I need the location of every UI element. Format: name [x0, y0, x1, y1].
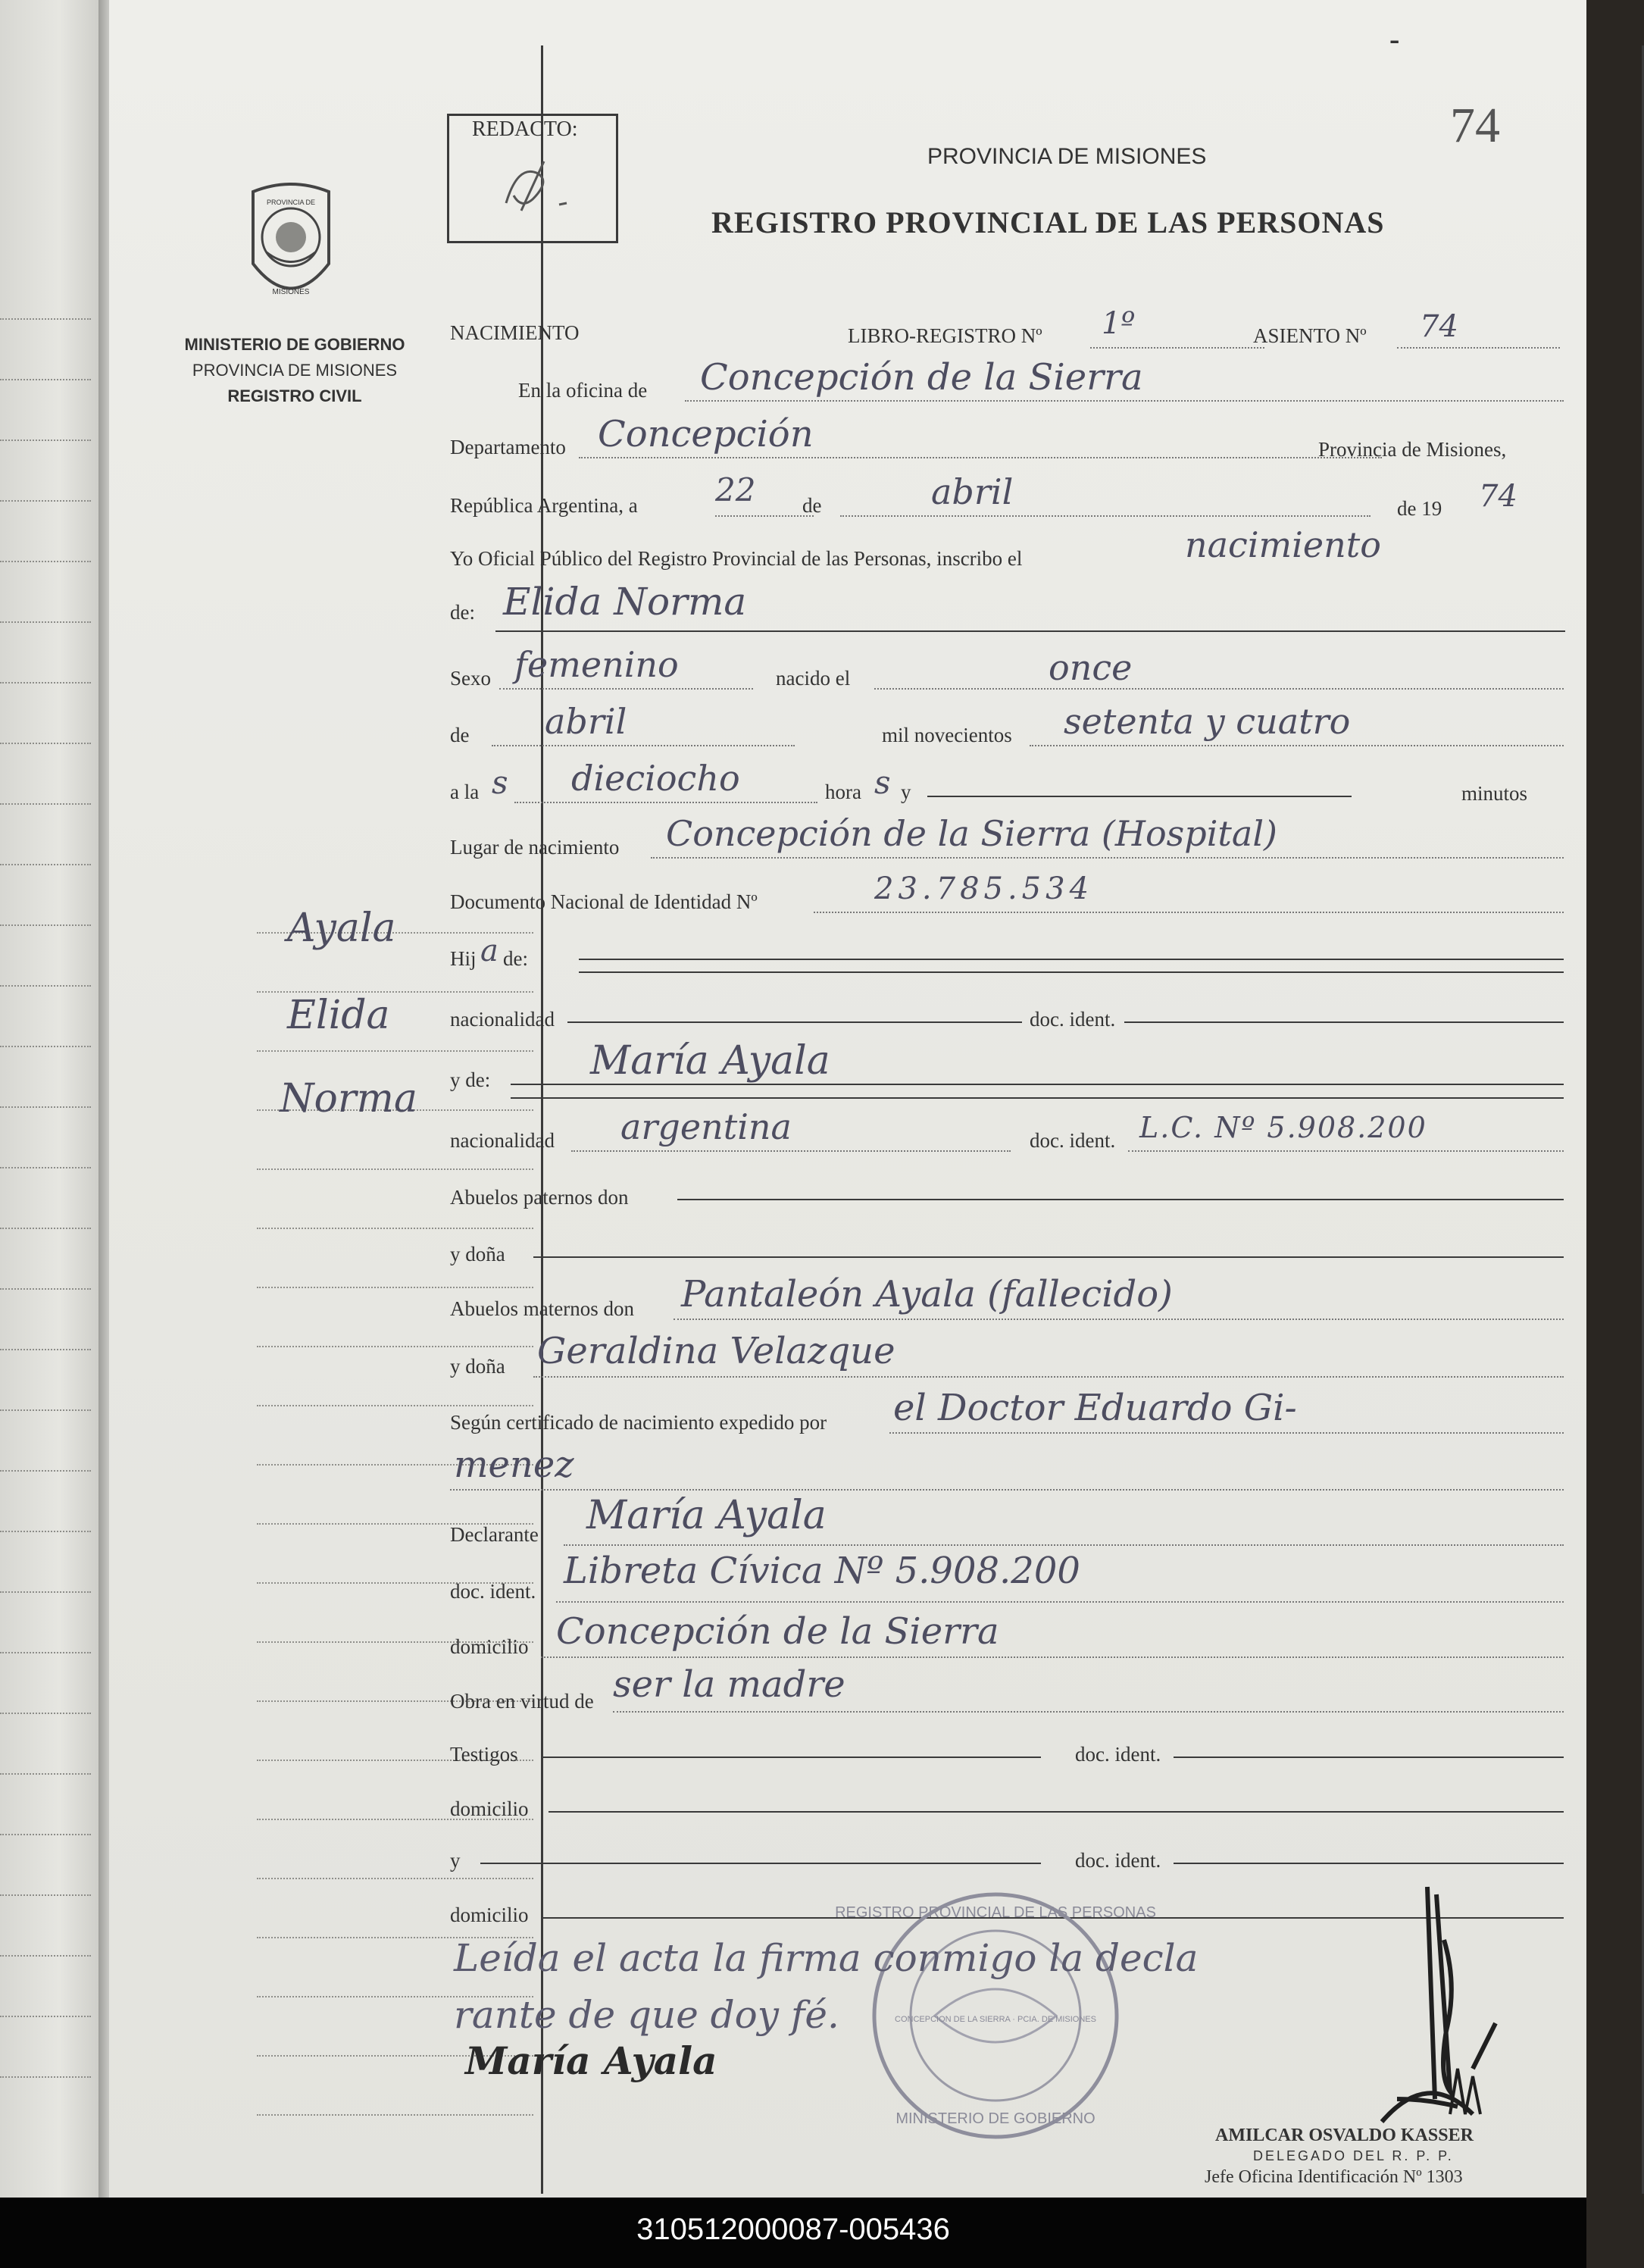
hij-de-label: de:: [503, 947, 528, 970]
ydona1-label: y doña: [450, 1243, 505, 1265]
mil-value: setenta y cuatro: [1064, 701, 1351, 742]
de3-label: de: [450, 724, 470, 746]
ministry-label: MINISTERIO DE GOBIERNO: [184, 335, 405, 354]
obra-label: Obra en virtud de: [450, 1690, 594, 1713]
hora-label: hora: [825, 781, 861, 803]
dni-label: Documento Nacional de Identidad Nº: [450, 890, 758, 913]
hora-suffix: s: [874, 764, 891, 801]
margin-name-2: Elida: [287, 993, 390, 1038]
hij-suffix: a: [480, 934, 499, 968]
official-office: Jefe Oficina Identificación Nº 1303: [1205, 2167, 1463, 2187]
domicilio3-label: domicilio: [450, 1904, 529, 1926]
y2-label: y: [450, 1849, 461, 1872]
oficial-text: Yo Oficial Público del Registro Provincial de las Personas, inscribo el: [450, 547, 1023, 570]
registry-title: REGISTRO PROVINCIAL DE LAS PERSONAS: [711, 205, 1385, 239]
testigos-label: Testigos: [450, 1743, 518, 1766]
hora-value: dieciocho: [571, 758, 740, 799]
ydona2-label: y doña: [450, 1355, 505, 1378]
mother-value: María Ayala: [590, 1038, 830, 1084]
name-value: Elida Norma: [503, 580, 747, 624]
margin-name-1: Ayala: [287, 906, 396, 951]
stamp-inner-text: CONCEPCION DE LA SIERRA · PCIA. DE MISIONES: [895, 2015, 1096, 2024]
registry-stamp: [835, 1887, 1156, 2144]
declarante-label: Declarante: [450, 1523, 539, 1546]
redacto-initial-mark: [491, 150, 582, 218]
official-signature-scribble: [1246, 1872, 1564, 2129]
abuelos-m-label: Abuelos maternos don: [450, 1297, 634, 1320]
segun-value-2: menez: [454, 1444, 574, 1486]
oficina-label: En la oficina de: [518, 379, 648, 402]
official-name: AMILCAR OSVALDO KASSER: [1215, 2126, 1474, 2145]
hij-label: Hij: [450, 947, 477, 970]
register-page: [109, 0, 1586, 2198]
nacido-value: once: [1049, 647, 1133, 688]
yde-label: y de:: [450, 1068, 491, 1091]
lugar-value: Concepción de la Sierra (Hospital): [666, 813, 1277, 854]
domicilio-label: domicilio: [450, 1635, 529, 1658]
docid-value: Libreta Cívica Nº 5.908.200: [564, 1550, 1080, 1592]
dni-value: 23.785.534: [874, 871, 1094, 906]
segun-value: el Doctor Eduardo Gi-: [893, 1387, 1297, 1429]
y-label: y: [901, 781, 911, 803]
ministry-registro-civil: REGISTRO CIVIL: [227, 386, 362, 405]
redacto-label: REDACTO:: [472, 117, 578, 141]
day-value: 22: [715, 471, 756, 508]
oficina-value: Concepción de la Sierra: [700, 356, 1143, 399]
abuelo-m-value: Pantaleón Ayala (fallecido): [681, 1273, 1173, 1315]
year-label: de 19: [1397, 497, 1442, 520]
libro-value: 1º: [1102, 306, 1136, 341]
seal-text-bottom: MISIONES: [272, 288, 310, 296]
mil-label: mil novecientos: [882, 724, 1012, 746]
birth-month: abril: [545, 701, 627, 742]
ala-label: a la: [450, 781, 480, 803]
seal-text-top: PROVINCIA DE: [266, 199, 316, 206]
stamp-bottom-text: MINISTERIO DE GOBIERNO: [895, 2110, 1095, 2127]
doc2-value: L.C. Nº 5.908.200: [1139, 1111, 1427, 1144]
month-value: abril: [931, 471, 1014, 512]
doc3-label: doc. ident.: [1075, 1743, 1161, 1766]
obra-value: ser la madre: [613, 1663, 845, 1706]
doc4-label: doc. ident.: [1075, 1849, 1161, 1872]
departamento-value: Concepción: [598, 413, 814, 455]
segun-label: Según certificado de nacimiento expedido por: [450, 1411, 827, 1434]
nacido-label: nacido el: [776, 667, 851, 690]
closing-line-1: Leída el acta la firma conmigo la decla: [454, 1936, 1199, 1980]
abuelos-p-label: Abuelos paternos don: [450, 1186, 629, 1209]
doc2-label: doc. ident.: [1030, 1129, 1116, 1152]
libro-label: LIBRO-REGISTRO Nº: [848, 324, 1042, 347]
declarant-signature: María Ayala: [465, 2038, 717, 2083]
nac2-label: nacionalidad: [450, 1129, 555, 1152]
page-number: 74: [1450, 98, 1500, 153]
sexo-label: Sexo: [450, 667, 491, 690]
redacto-box: [447, 114, 618, 243]
book-gutter: [98, 0, 109, 2198]
year-value: 74: [1479, 479, 1517, 514]
stamp-ring-text: REGISTRO PROVINCIAL DE LAS PERSONAS: [835, 1904, 1156, 1921]
ala-suffix: s: [492, 764, 508, 801]
margin-name-3: Norma: [280, 1076, 417, 1121]
domicilio-value: Concepción de la Sierra: [556, 1610, 999, 1653]
closing-line-2: rante de que doy fé.: [454, 1993, 839, 2037]
footer-code: 310512000087-005436: [636, 2213, 950, 2246]
lugar-label: Lugar de nacimiento: [450, 836, 620, 859]
republica-label: República Argentina, a: [450, 494, 638, 517]
de2-label: de:: [450, 601, 475, 624]
departamento-label: Departamento: [450, 436, 566, 458]
nac1-label: nacionalidad: [450, 1008, 555, 1031]
official-title: DELEGADO DEL R. P. P.: [1253, 2148, 1454, 2163]
domicilio2-label: domicilio: [450, 1797, 529, 1820]
ministry-province: PROVINCIA DE MISIONES: [192, 361, 398, 380]
inscribo-value: nacimiento: [1185, 524, 1381, 565]
facing-page: [0, 0, 98, 2198]
coat-of-arms-seal: [238, 180, 344, 313]
nacimiento-label: NACIMIENTO: [450, 321, 580, 344]
doc1-label: doc. ident.: [1030, 1008, 1116, 1031]
declarante-value: María Ayala: [586, 1493, 827, 1538]
footer-bar: [0, 2198, 1586, 2268]
minutos-label: minutos: [1461, 782, 1528, 805]
nac2-value: argentina: [620, 1106, 792, 1147]
de-label: de: [802, 494, 822, 517]
header-province: PROVINCIA DE MISIONES: [927, 144, 1207, 169]
provincia-suffix: Provincia de Misiones,: [1318, 438, 1507, 461]
docid-label: doc. ident.: [450, 1580, 536, 1603]
asiento-value: 74: [1420, 309, 1458, 344]
top-dash: -: [1389, 22, 1400, 56]
asiento-label: ASIENTO Nº: [1253, 324, 1367, 347]
sexo-value: femenino: [514, 644, 679, 685]
abuela-m-value: Geraldina Velazque: [537, 1330, 895, 1372]
